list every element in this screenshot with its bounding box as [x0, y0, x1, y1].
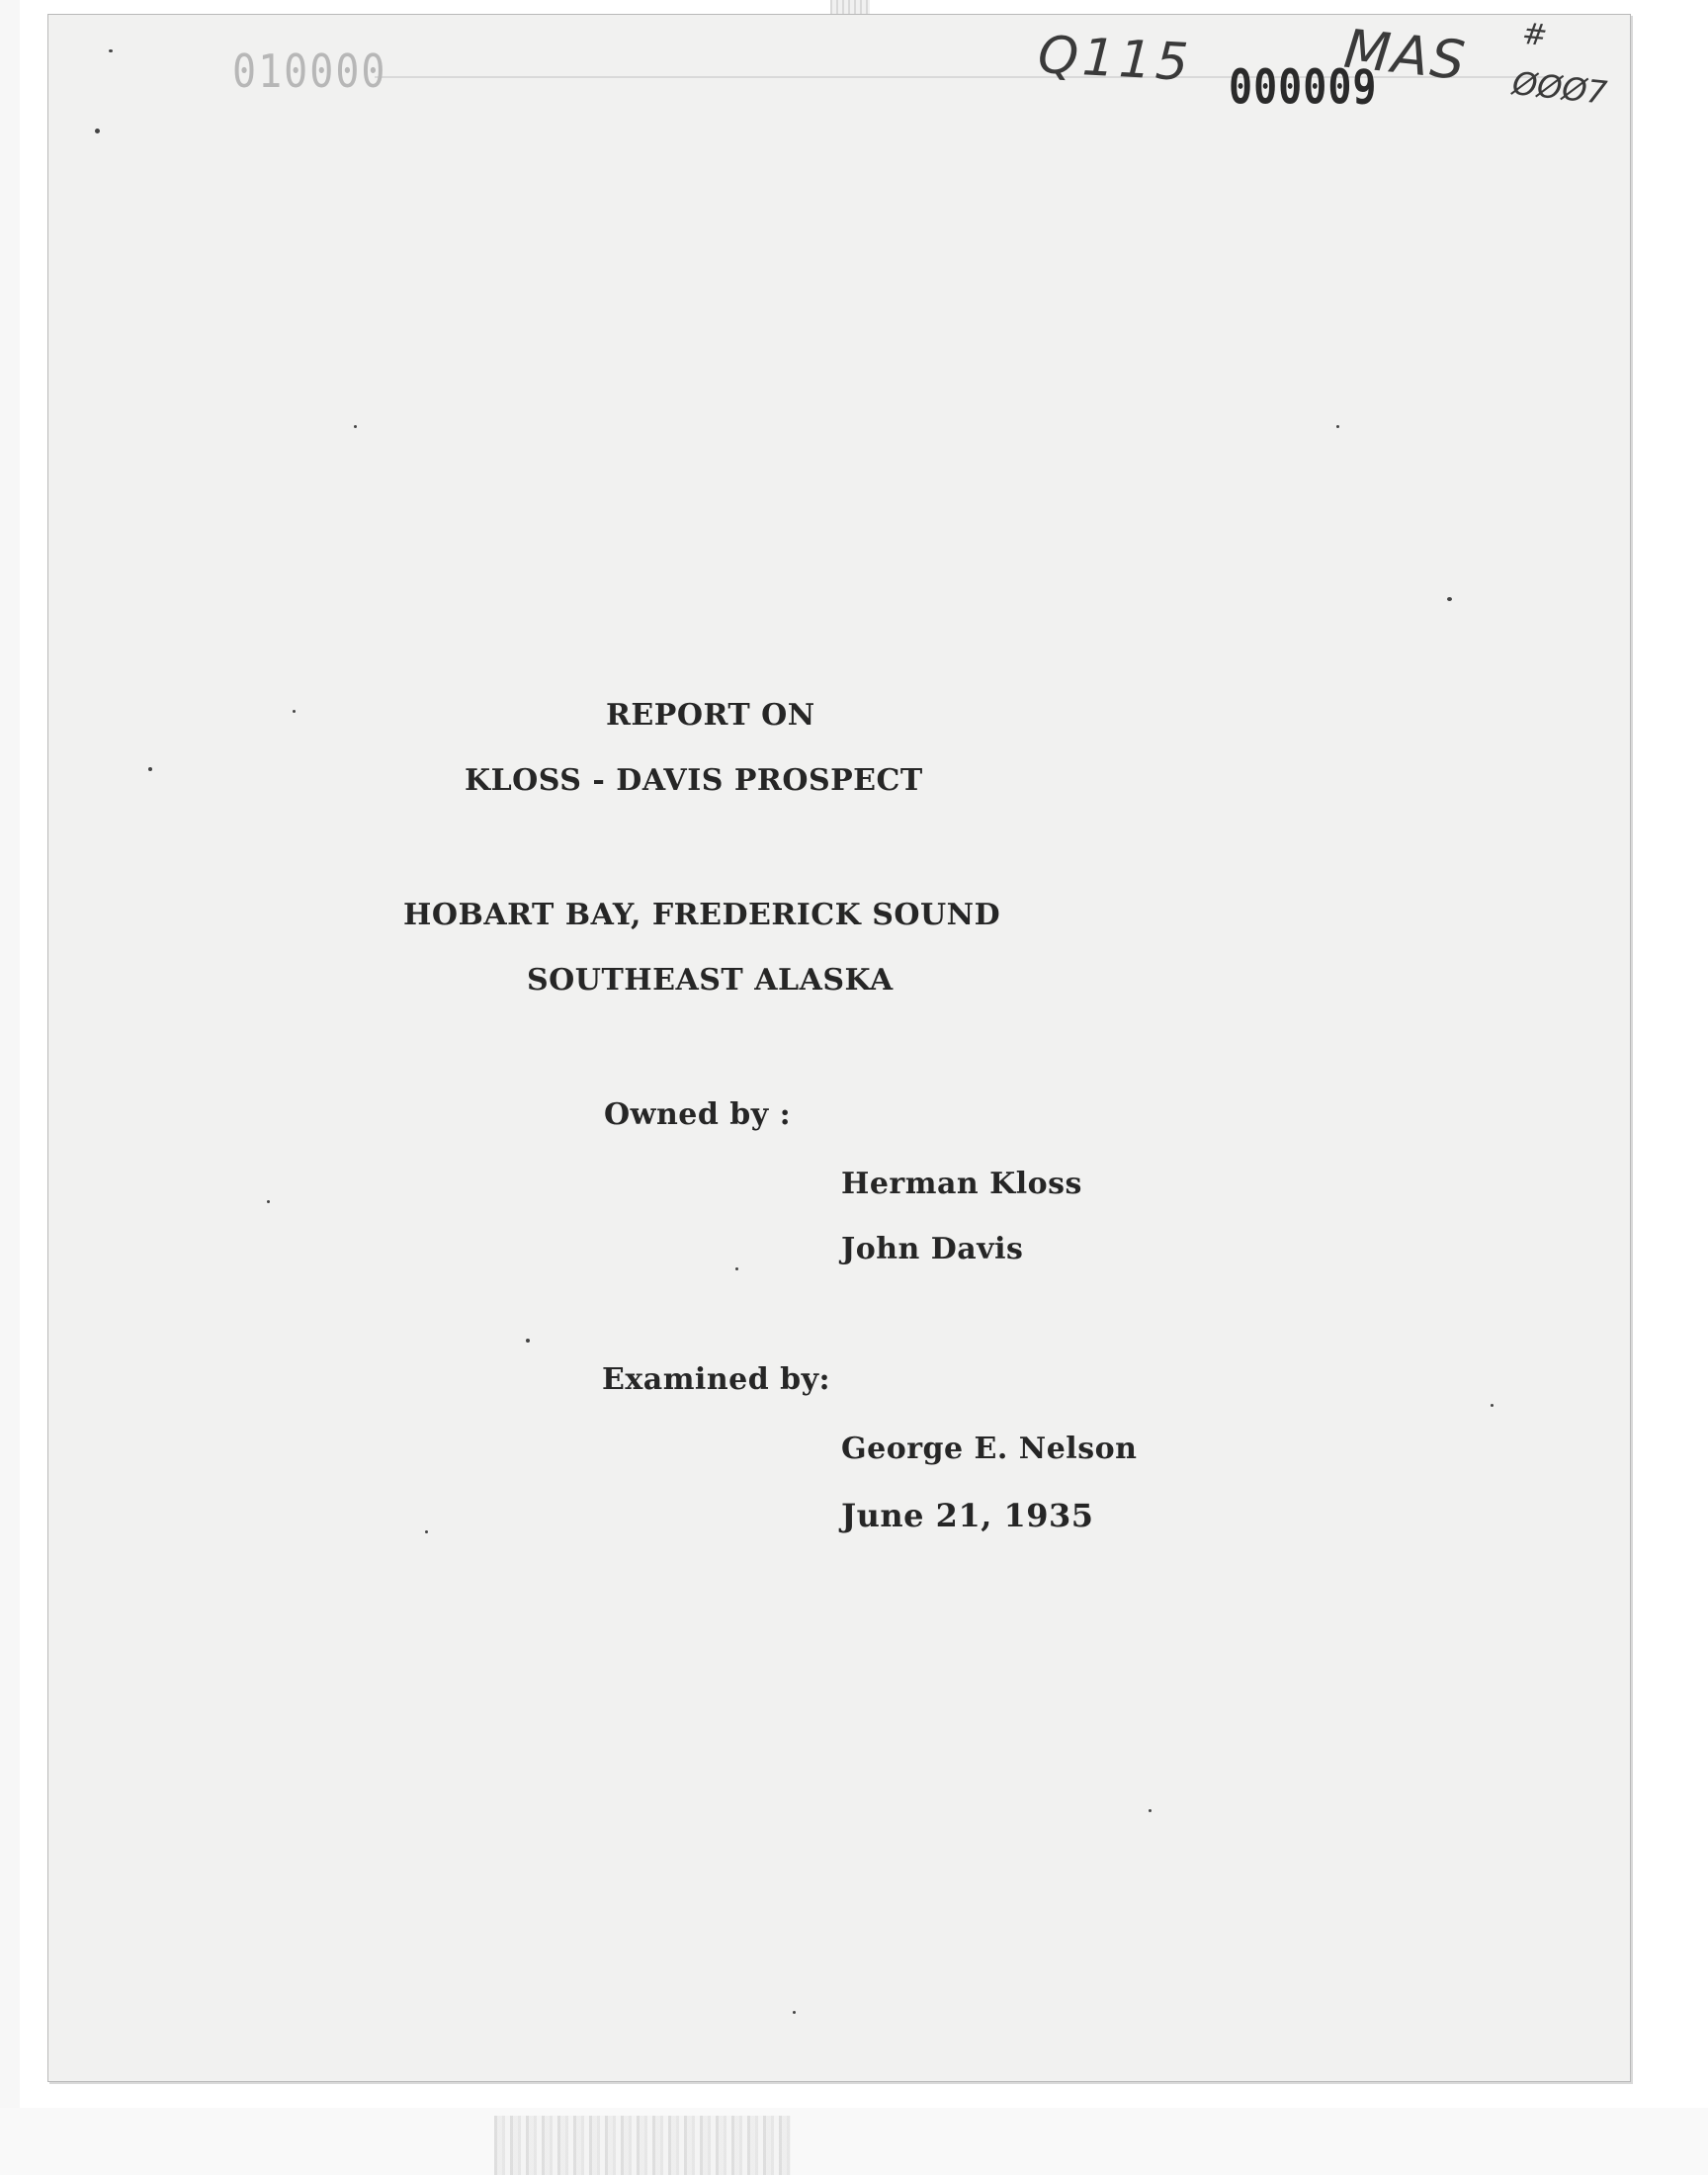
examined-by-label: Examined by:	[602, 1362, 831, 1397]
ghost-page-number: 010000	[232, 45, 387, 99]
handwritten-mas: MAS	[1341, 17, 1470, 93]
dust-speck	[1447, 597, 1452, 601]
stamped-page-number: 000009	[1229, 60, 1378, 116]
report-title-line-1: REPORT ON	[606, 698, 815, 733]
handwritten-q-number: Q115	[1036, 25, 1194, 94]
location-line-2: SOUTHEAST ALASKA	[527, 963, 894, 998]
scan-edge-marks	[494, 2116, 791, 2175]
dust-speck	[1149, 1809, 1152, 1812]
dust-speck	[526, 1339, 530, 1343]
dust-speck	[354, 425, 357, 428]
dust-speck	[735, 1267, 738, 1270]
owned-by-label: Owned by :	[604, 1097, 792, 1132]
dust-speck	[1491, 1404, 1494, 1407]
dust-speck	[293, 710, 296, 713]
report-title-line-2: KLOSS - DAVIS PROSPECT	[465, 763, 923, 798]
location-line-1: HOBART BAY, FREDERICK SOUND	[403, 898, 1001, 932]
dust-speck	[148, 767, 152, 771]
owner-name: John Davis	[841, 1232, 1024, 1266]
examiner-name: George E. Nelson	[841, 1432, 1138, 1466]
report-date: June 21, 1935	[841, 1497, 1094, 1534]
dust-speck	[793, 2011, 796, 2014]
scan-edge-bottom	[0, 2108, 1708, 2175]
owner-name: Herman Kloss	[841, 1167, 1082, 1201]
dust-speck	[425, 1530, 428, 1533]
dust-speck	[267, 1200, 270, 1203]
document-sheet	[47, 14, 1631, 2082]
dust-speck	[95, 129, 100, 133]
scan-edge-left	[0, 0, 20, 2175]
dust-speck	[1336, 425, 1339, 428]
handwritten-mas-number: ØØØ7	[1510, 64, 1609, 112]
scan-edge-top-marks	[830, 0, 870, 14]
handwritten-hash: #	[1520, 16, 1549, 54]
dust-speck	[109, 49, 113, 52]
